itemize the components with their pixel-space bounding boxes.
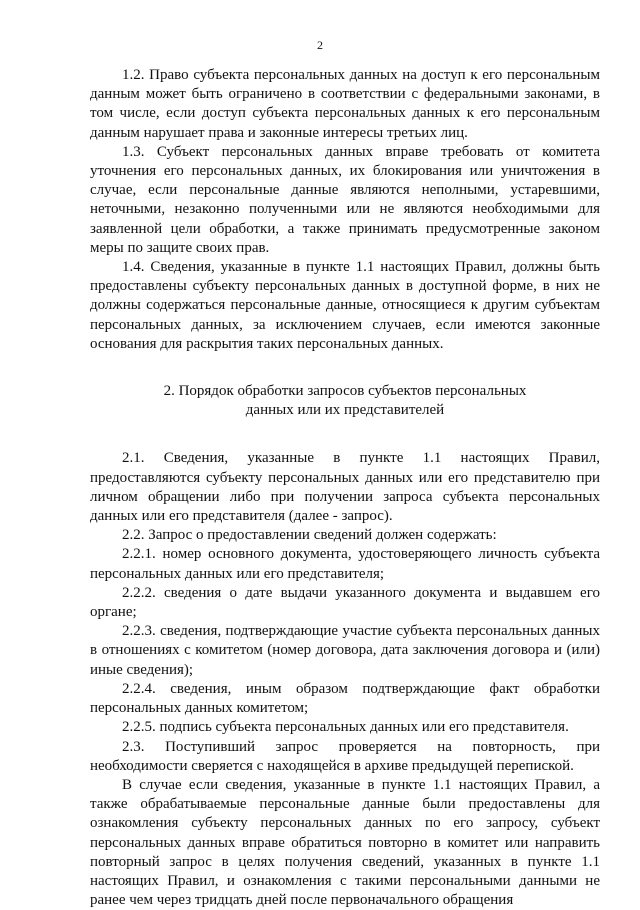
paragraph-1-2: 1.2. Право субъекта персональных данных на доступ к его персональным данным может быть ограничено в соответствии с федеральными законами, в том числе, если доступ субъекта персональных данных к его персональным данным нарушает права и законные интересы третьих лиц. <box>90 67 600 141</box>
paragraph-1-4: 1.4. Сведения, указанные в пункте 1.1 настоящих Правил, должны быть предоставлены субъекту персональных данных в доступной форме, в них не должны содержаться персональные данные, относящиеся к другим субъектам персональных данных, за исключением случаев, если имеются законные основания для раскрытия таких персональных данных. <box>90 259 600 352</box>
page-number: 2 <box>317 38 323 52</box>
paragraph-2-2-4: 2.2.4. сведения, иным образом подтверждающие факт обработки персональных данных комитетом; <box>90 680 600 717</box>
paragraph-2-2-3: 2.2.3. сведения, подтверждающие участие субъекта персональных данных в отношениях с комитетом (номер договора, дата заключения договора и (или) иные сведения); <box>90 623 600 678</box>
section-2-heading <box>90 382 600 420</box>
document-body <box>90 66 600 910</box>
paragraph-2-2-2: 2.2.2. сведения о дате выдачи указанного документа и выдавшем его органе; <box>90 584 600 621</box>
paragraph-repeat-request: В случае если сведения, указанные в пункте 1.1 настоящих Правил, а также обрабатываемые персональные данные были предоставлены для ознакомления субъекту персональных данных по его запросу, субъект персональных данных вправе обратиться повторно в комитет или направить повторный запрос в целях получения сведений, указанных в пункте 1.1 настоящих Правил, и ознакомления с такими персональными данными не ранее чем через тридцать дней после первоначального обращения <box>90 776 600 909</box>
paragraph-1-3: 1.3. Субъект персональных данных вправе требовать от комитета уточнения его персональных данных, их блокирования или уничтожения в случае, если персональные данные являются неполными, устаревшими, неточными, незаконно полученными или не являются необходимыми для заявленной цели обработки, а также принимать предусмотренные законом меры по защите своих прав. <box>90 143 600 256</box>
paragraph-2-2-1: 2.2.1. номер основного документа, удостоверяющего личность субъекта персональных данных или его представителя; <box>90 546 600 582</box>
paragraph-2-3: 2.3. Поступивший запрос проверяется на повторность, при необходимости сверяется с находящейся в архиве предыдущей перепиской. <box>90 738 600 774</box>
paragraph-2-2: 2.2. Запрос о предоставлении сведений должен содержать: <box>122 527 497 544</box>
paragraph-2-2-5: 2.2.5. подпись субъекта персональных данных или его представителя. <box>122 719 569 736</box>
paragraph-2-1: 2.1. Сведения, указанные в пункте 1.1 настоящих Правил, предоставляются субъекту персональных данных или его представителю при личном обращении либо при получении запроса субъекта персональных данных или его представителя (далее - запрос). <box>90 450 600 525</box>
section-2-heading-line-2: данных или их представителей <box>245 402 445 419</box>
section-2-heading-line-1: 2. Порядок обработки запросов субъектов персональных <box>163 383 527 400</box>
